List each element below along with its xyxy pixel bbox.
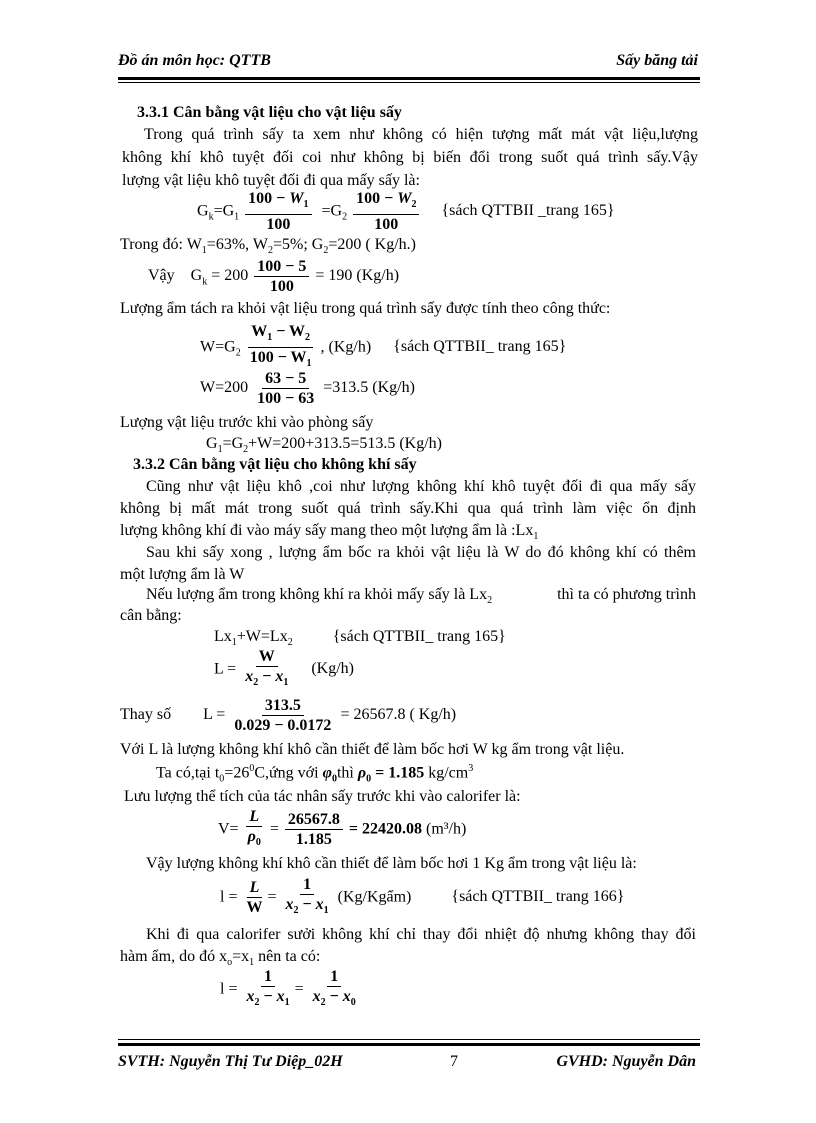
footer-rule-thick — [118, 1043, 700, 1046]
paragraph-line: Trong quá trình sấy ta xem như không có hiện tượng mất mát vật liệu,lượng — [144, 126, 698, 143]
paragraph-line: Khi đi qua calorifer sưởi không khí chỉ thay đổi nhiệt độ nhưng không thay đổi — [146, 926, 696, 943]
reference: {sách QTTBII_ trang 165} — [332, 628, 506, 645]
paragraph-line: Vậy lượng không khí khô cần thiết để làm bốc hơi 1 Kg ẩm trong vật liệu là: — [146, 855, 637, 872]
paragraph-line: Lượng ẩm tách ra khỏi vật liệu trong quá trình sấy được tính theo công thức: — [120, 300, 611, 317]
page-number: 7 — [450, 1053, 458, 1070]
equation-gk: $G_k=G_1$ $\frac{100 - W_1}{100}$ $=G_2$ $\frac{100 - W_2}{100}$ {sách QTTBII _trang 165} — [197, 190, 615, 234]
equation-w-value: W=200 $\frac{63 - 5}{100 - 63}$ =313.5 (Kg/h) — [200, 370, 415, 407]
equation-l-specific: l = $\frac{L}{W}$ = $\frac{1}{x_2 - x_1}$ (Kg/Kgẩm) {sách QTTBII_ trang 166} — [220, 876, 625, 917]
footer-advisor: GVHD: Nguyễn Dân — [556, 1053, 696, 1070]
paragraph-line: không khí khô tuyệt đối coi như không bị biến đổi trong suốt quá trình sấy.Vậy — [122, 149, 698, 166]
header-right: Sấy băng tải — [616, 52, 698, 69]
equation-l-value: Thay số L = $\frac{313.5}{0.029 - 0.0172}$ = 26567.8 ( Kg/h) — [120, 697, 457, 734]
where-line: Trong đó: $W_1=63\%$, $W_2=5\%$; $G_2=200$ ( Kg/h.) — [120, 236, 417, 257]
header-rule-thin — [118, 82, 700, 83]
paragraph-line: một lượng ẩm là W — [120, 566, 245, 583]
density-line: Ta có,tại $t_0=26^0C,ứng$ với $\varphi_0thì$ $\rho_0 = 1.185$ $kg/cm^3$ — [156, 763, 474, 785]
section-heading-332: 3.3.2 Cân bằng vật liệu cho không khí sấy — [133, 456, 417, 473]
paragraph-line: Với L là lượng không khí khô cần thiết để làm bốc hơi W kg ẩm trong vật liệu. — [120, 741, 625, 758]
paragraph-line: không bị mất mát trong suốt quá trình sấy.Khi qua quá trình làm việc ổn định — [120, 500, 696, 517]
equation-l: L = $\frac{W}{x_2 - x_1}$ (Kg/h) — [214, 648, 354, 689]
paragraph-line: Sau khi sấy xong , lượng ẩm bốc ra khỏi vật liệu là W do đó không khí có thêm — [146, 544, 696, 561]
footer-rule-thin — [118, 1039, 700, 1040]
header-left: Đồ án môn học: QTTB — [118, 52, 271, 69]
paragraph-line: hàm ẩm, do đó $x_o=x_1$ nên ta có: — [120, 948, 321, 969]
paragraph-line: lượng không khí đi vào máy sấy mang theo một lượng ẩm là $:Lx_1$ — [120, 522, 539, 543]
paragraph-line: lượng vật liệu khô tuyệt đối đi qua mấy sấy là: — [122, 172, 420, 189]
equation-g1: $G_1=G_2+W=200+313.5=513.5$ (Kg/h) — [206, 435, 442, 456]
footer-student: SVTH: Nguyễn Thị Tư Diệp_02H — [118, 1053, 343, 1070]
paragraph-line: Lưu lượng thể tích của tác nhân sấy trước khi vào calorifer là: — [124, 788, 521, 805]
equation-w: $W=G_2$ $\frac{W_1 - W_2}{100 - W_1}$ , (Kg/h) {sách QTTBII_ trang 165} — [200, 323, 567, 370]
equation-v: V= $\frac{L}{\rho_0}$ = $\frac{26567.8}{1.185}$ = 22420.08 (m³/h) — [218, 808, 467, 849]
paragraph-line: Cũng như vật liệu khô ,coi như lượng không khí khô tuyệt đối đi qua mấy sấy — [146, 478, 696, 495]
equation-balance: $Lx_1+W=Lx_2$ {sách QTTBII_ trang 165} — [214, 628, 506, 649]
header-rule-thick — [118, 77, 700, 80]
paragraph-line: Nếu lượng ẩm trong không khí ra khỏi mấy sấy là $Lx_2$ thì ta có phương trình — [146, 586, 696, 607]
paragraph-line: Lượng vật liệu trước khi vào phòng sấy — [120, 414, 374, 431]
section-heading-331: 3.3.1 Cân bằng vật liệu cho vật liệu sấy — [137, 104, 402, 121]
reference: {sách QTTBII_ trang 166} — [451, 888, 625, 906]
reference: {sách QTTBII _trang 165} — [441, 202, 615, 220]
paragraph-line: cân bằng: — [120, 607, 182, 624]
equation-l-final: l = $\frac{1}{x_2 - x_1}$ = $\frac{1}{x_2 - x_0}$ — [220, 968, 356, 1009]
equation-gk-value: Vậy $G_k = 200$ $\frac{100 - 5}{100}$ = 190 (Kg/h) — [148, 258, 400, 295]
reference: {sách QTTBII_ trang 165} — [393, 338, 567, 356]
